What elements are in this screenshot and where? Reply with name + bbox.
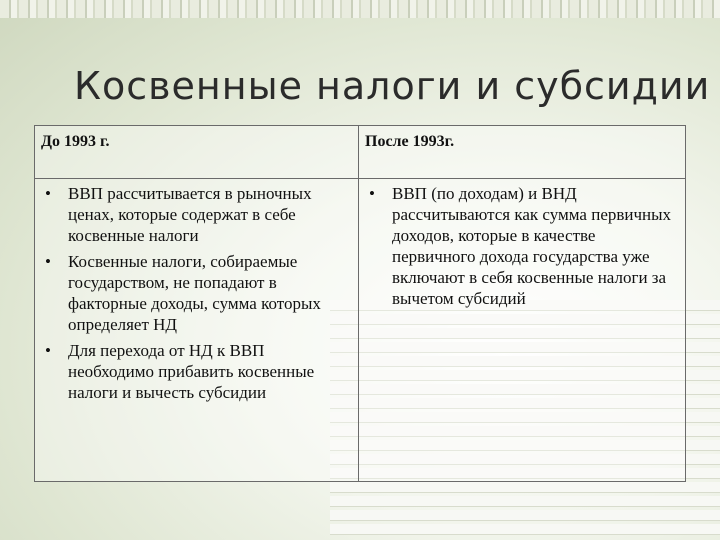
column-header-after-1993: После 1993г. xyxy=(359,126,686,179)
list-item-text: Косвенные налоги, собираемые государством, не попадают в факторные доходы, сумма которых определяет НД xyxy=(68,252,321,334)
list-item-text: ВВП рассчитывается в рыночных ценах, которые содержат в себе косвенные налоги xyxy=(68,184,312,245)
bullet-list xyxy=(41,183,352,403)
table-row xyxy=(35,179,686,482)
comparison-table xyxy=(34,125,686,482)
bullet-icon: • xyxy=(369,184,375,203)
decorative-top-strip xyxy=(0,0,720,18)
list-item xyxy=(365,183,679,309)
list-item xyxy=(41,340,352,403)
list-item-text: Для перехода от НД к ВВП необходимо прибавить косвенные налоги и вычесть субсидии xyxy=(68,341,315,402)
bullet-icon: • xyxy=(45,252,51,271)
bullet-list xyxy=(365,183,679,309)
list-item xyxy=(41,251,352,335)
cell-after-1993 xyxy=(359,179,686,482)
table-header-row xyxy=(35,126,686,179)
cell-before-1993 xyxy=(35,179,359,482)
column-header-before-1993: До 1993 г. xyxy=(35,126,359,179)
list-item-text: ВВП (по доходам) и ВНД рассчитываются как сумма первичных доходов, которые в качестве первичного дохода государства уже включают в себя косвенные налоги за вычетом субсидий xyxy=(392,184,672,308)
list-item xyxy=(41,183,352,246)
bullet-icon: • xyxy=(45,341,51,360)
bullet-icon: • xyxy=(45,184,51,203)
slide-title: Косвенные налоги и субсидии xyxy=(74,64,711,108)
